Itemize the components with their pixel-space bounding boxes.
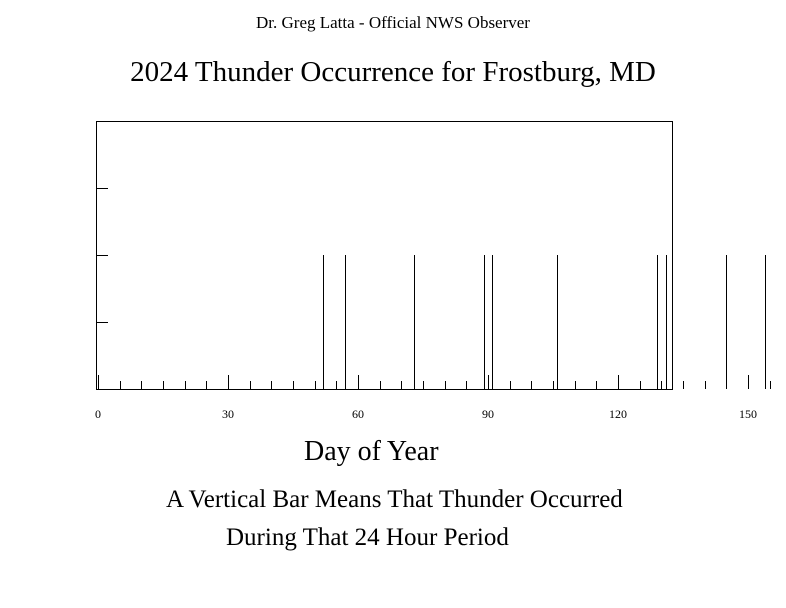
x-tick-label: 150: [738, 407, 757, 421]
x-axis-tick-labels: [95, 407, 786, 421]
x-tick-label: 0: [95, 407, 101, 421]
caption-line-1: A Vertical Bar Means That Thunder Occurred: [166, 486, 623, 513]
x-axis-title: Day of Year: [304, 436, 439, 467]
attribution-text: Dr. Greg Latta - Official NWS Observer: [256, 13, 530, 32]
chart-title: 2024 Thunder Occurrence for Frostburg, MD: [130, 56, 656, 88]
x-tick-label: 90: [481, 407, 494, 421]
caption-line-2: During That 24 Hour Period: [226, 524, 509, 551]
y-axis-ticks: [96, 189, 108, 323]
plot-frame: [97, 122, 673, 390]
x-tick-label: 60: [351, 407, 364, 421]
thunder-bars: [324, 255, 786, 389]
x-axis-ticks: [99, 375, 786, 389]
x-tick-label: 30: [221, 407, 234, 421]
x-tick-label: 120: [608, 407, 627, 421]
